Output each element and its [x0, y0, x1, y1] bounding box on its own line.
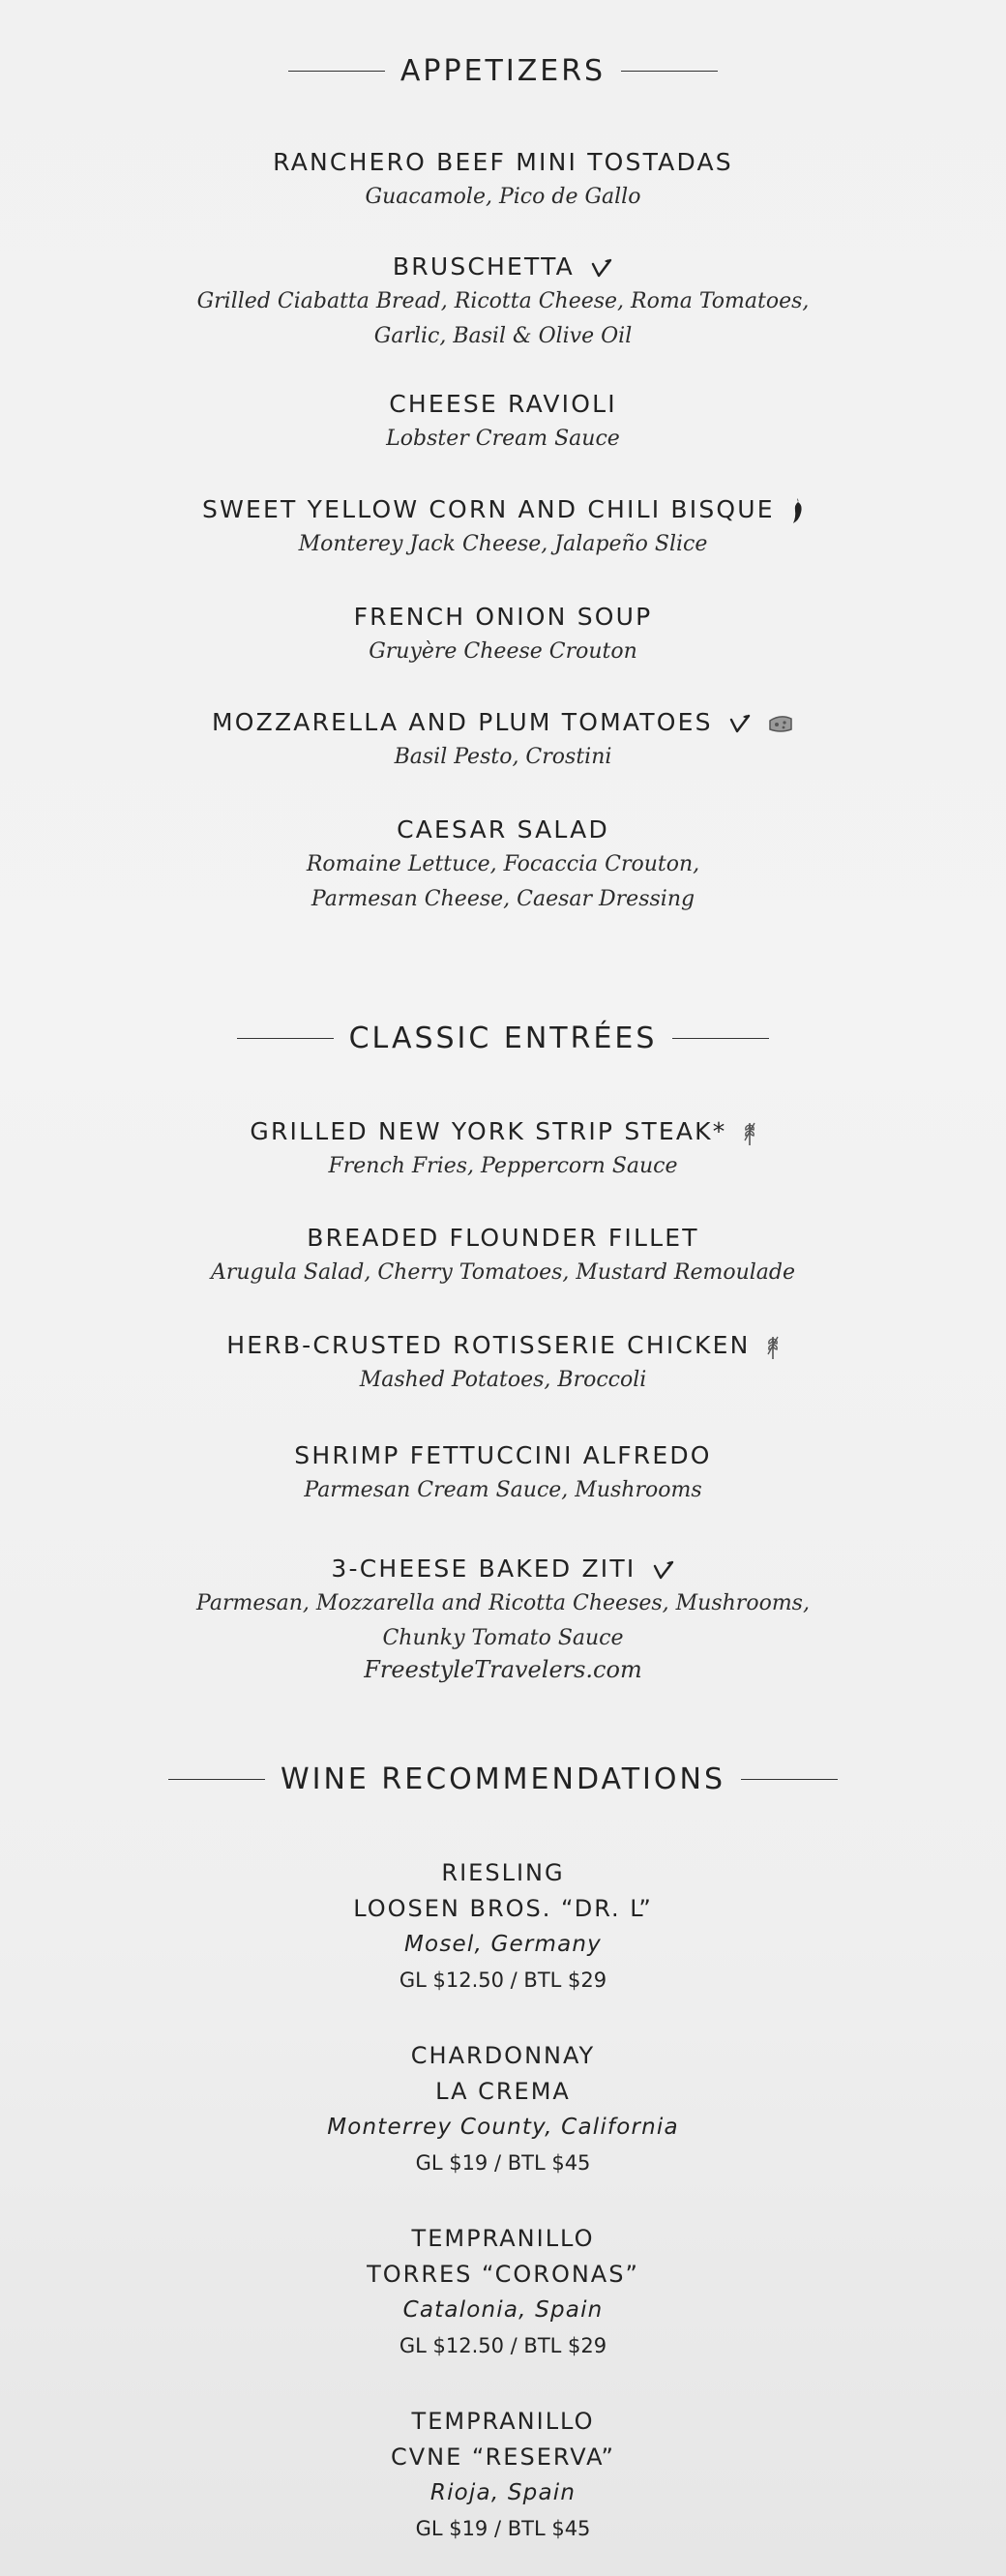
item-description: Garlic, Basil & Olive Oil: [373, 324, 633, 348]
item-description: Mashed Potatoes, Broccoli: [359, 1368, 647, 1392]
menu-item-cheese-ravioli: [0, 387, 1006, 457]
item-name: 3-CHEESE BAKED ZITI: [331, 1554, 636, 1583]
menu-item-ny-strip-steak: [0, 1114, 1006, 1184]
section-heading-appetizers: [0, 54, 1006, 88]
wine-price: GL $19 / BTL $45: [415, 2517, 591, 2540]
chili-pepper-icon: [790, 497, 804, 524]
item-description: Grilled Ciabatta Bread, Ricotta Cheese, Roma Tomatoes,: [196, 289, 810, 313]
heading-rule-right: [621, 71, 718, 73]
watermark-text: FreestyleTravelers.com: [364, 1656, 642, 1683]
wine-region: Monterrey County, California: [327, 2115, 679, 2140]
heading-rule-left: [168, 1779, 265, 1781]
section-title: CLASSIC ENTRÉES: [348, 1022, 658, 1055]
vegetarian-icon: [652, 1559, 675, 1581]
gluten-free-icon: [766, 1333, 780, 1360]
item-name: BRUSCHETTA: [392, 252, 575, 281]
heading-rule-left: [288, 71, 385, 73]
gluten-free-icon: [743, 1119, 756, 1146]
item-description: Chunky Tomato Sauce: [382, 1626, 624, 1650]
menu-item-ranchero-beef-mini-tostadas: [0, 145, 1006, 215]
section-title: WINE RECOMMENDATIONS: [280, 1762, 725, 1796]
menu-item-caesar-salad: [0, 813, 1006, 917]
wine-region: Catalonia, Spain: [402, 2297, 604, 2323]
item-description: Monterey Jack Cheese, Jalapeño Slice: [298, 532, 708, 556]
item-description: Parmesan, Mozzarella and Ricotta Cheeses, Mushrooms,: [196, 1591, 810, 1615]
wine-region: Mosel, Germany: [404, 1932, 602, 1957]
wine-producer: LA CREMA: [435, 2078, 571, 2105]
heading-rule-right: [672, 1038, 769, 1040]
item-name: SWEET YELLOW CORN AND CHILI BISQUE: [202, 495, 775, 523]
item-name: HERB-CRUSTED ROTISSERIE CHICKEN: [226, 1331, 751, 1359]
wine-producer: TORRES “CORONAS”: [367, 2261, 639, 2288]
menu-item-shrimp-fettuccini-alfredo: [0, 1438, 1006, 1508]
wine-varietal: TEMPRANILLO: [411, 2408, 595, 2435]
section-heading-wines: [0, 1762, 1006, 1796]
wine-producer: CVNE “RESERVA”: [391, 2443, 615, 2471]
heading-rule-left: [237, 1038, 334, 1040]
wine-price: GL $12.50 / BTL $29: [399, 1969, 607, 1992]
item-name: RANCHERO BEEF MINI TOSTADAS: [273, 148, 733, 176]
item-name: CHEESE RAVIOLI: [389, 390, 617, 418]
item-description: Romaine Lettuce, Focaccia Crouton,: [306, 852, 700, 876]
item-name: FRENCH ONION SOUP: [353, 603, 653, 631]
item-name: MOZZARELLA AND PLUM TOMATOES: [211, 708, 713, 736]
heading-rule-right: [741, 1779, 838, 1781]
wine-item-tempranillo-reserva: [0, 2404, 1006, 2547]
wine-price: GL $12.50 / BTL $29: [399, 2334, 607, 2357]
item-description: Guacamole, Pico de Gallo: [365, 185, 641, 209]
item-description: French Fries, Peppercorn Sauce: [328, 1154, 678, 1178]
menu-item-breaded-flounder-fillet: [0, 1221, 1006, 1290]
wine-varietal: RIESLING: [441, 1859, 565, 1886]
menu-item-baked-ziti: [0, 1552, 1006, 1656]
menu-item-french-onion-soup: [0, 600, 1006, 669]
menu-item-corn-chili-bisque: [0, 492, 1006, 562]
item-description: Arugula Salad, Cherry Tomatoes, Mustard Remoulade: [210, 1260, 796, 1285]
section-heading-entrees: [0, 1022, 1006, 1055]
section-title: APPETIZERS: [399, 54, 607, 88]
item-description: Parmesan Cheese, Caesar Dressing: [311, 887, 695, 911]
item-description: Lobster Cream Sauce: [386, 427, 620, 451]
menu-item-bruschetta: [0, 250, 1006, 354]
wine-item-riesling: [0, 1855, 1006, 1999]
vegetarian-icon: [728, 713, 752, 734]
menu-item-mozzarella-plum-tomatoes: [0, 705, 1006, 775]
wine-region: Rioja, Spain: [429, 2480, 577, 2505]
wine-price: GL $19 / BTL $45: [415, 2151, 591, 2175]
item-name: GRILLED NEW YORK STRIP STEAK*: [250, 1117, 727, 1145]
item-name: CAESAR SALAD: [397, 815, 609, 844]
item-name: BREADED FLOUNDER FILLET: [307, 1224, 699, 1252]
menu-item-rotisserie-chicken: [0, 1328, 1006, 1398]
wine-item-tempranillo-coronas: [0, 2221, 1006, 2364]
item-description: Basil Pesto, Crostini: [394, 745, 612, 769]
wine-producer: LOOSEN BROS. “DR. L”: [353, 1895, 653, 1922]
vegetarian-icon: [590, 257, 613, 279]
wine-varietal: CHARDONNAY: [410, 2042, 596, 2069]
item-description: Gruyère Cheese Crouton: [369, 639, 637, 664]
item-description: Parmesan Cream Sauce, Mushrooms: [304, 1478, 702, 1502]
wine-varietal: TEMPRANILLO: [411, 2225, 595, 2252]
dairy-icon: [767, 713, 794, 734]
item-name: SHRIMP FETTUCCINI ALFREDO: [294, 1441, 712, 1469]
wine-item-chardonnay: [0, 2038, 1006, 2181]
